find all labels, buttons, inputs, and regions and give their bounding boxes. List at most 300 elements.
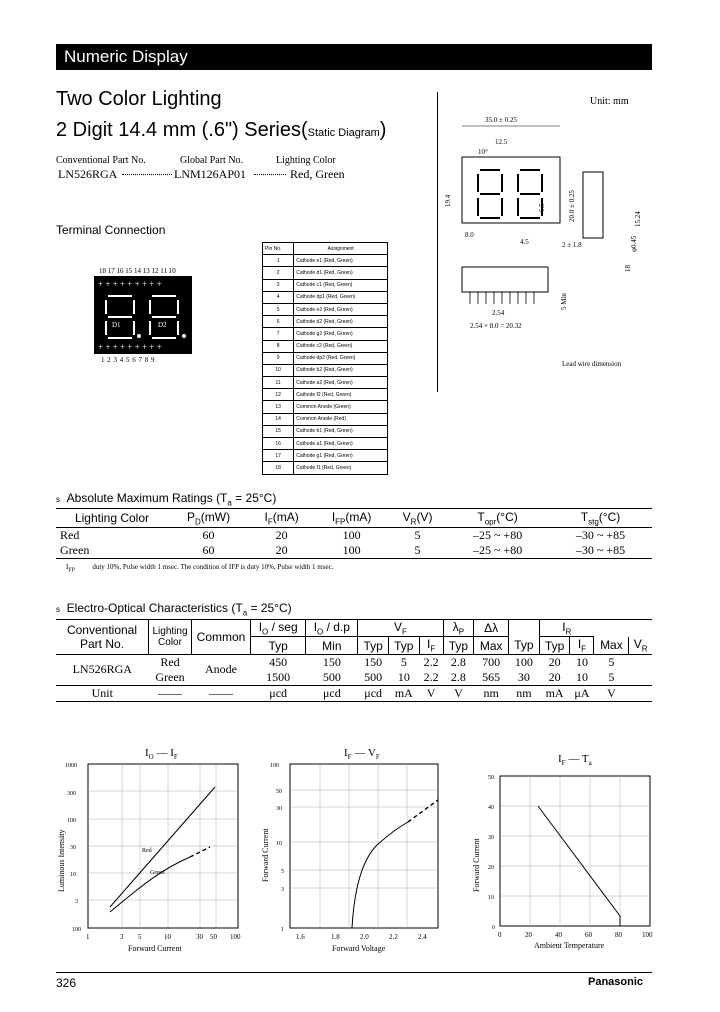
assignment-text: Cathode a1 (Red, Green) — [294, 438, 388, 450]
assignment-row — [263, 389, 388, 401]
assignment-row — [263, 352, 388, 364]
eo-common: Anode — [205, 662, 237, 677]
c1-x-0: 1 — [86, 933, 90, 941]
assignment-pin: 15 — [263, 425, 294, 437]
leader-dots — [122, 174, 172, 175]
part-conventional: LN526RGA — [58, 167, 118, 181]
c2-x-4: 2.4 — [418, 933, 427, 941]
eo-cell: 20 — [548, 654, 561, 669]
eo-sub-11-main: V — [633, 637, 642, 652]
digit-label-d1: D1 — [112, 321, 121, 329]
eo-sub-0: Typ — [251, 637, 306, 654]
assignment-pin: 18 — [263, 462, 294, 474]
dimension-drawing — [440, 112, 650, 370]
assignment-header-row — [263, 243, 388, 255]
dim-d5: 8.0 — [465, 231, 474, 239]
amr-h-tstg-unit: (°C) — [598, 510, 621, 524]
chart-if-vf — [256, 742, 446, 956]
amr-h-if-sub: F — [267, 517, 273, 527]
c3-frame — [500, 776, 650, 926]
amr-h-pd — [168, 509, 249, 528]
assignment-pin: 4 — [263, 291, 294, 303]
eo-cell: 500 — [322, 669, 341, 684]
c3-y-4: 10 — [488, 895, 494, 901]
eo-h-conv: Conventional Part No. — [56, 620, 149, 655]
dim-d7: 20.0 ± 0.25 — [568, 190, 576, 222]
eo-cell: 2.8 — [450, 654, 466, 669]
amr-h-topr-unit: (°C) — [496, 510, 518, 524]
c2-x-3: 2.2 — [389, 933, 398, 941]
amr-cell: –30 ~ +85 — [575, 528, 626, 543]
dim-d13: 2.54 — [492, 309, 505, 317]
assignment-row — [263, 340, 388, 352]
eo-h-common: Common — [192, 620, 251, 655]
eo-cell: 1500 — [266, 669, 291, 684]
assignment-text: Cathode e2 (Red, Green) — [294, 303, 388, 315]
c2-x-2: 2.0 — [360, 933, 369, 941]
c1-x-2: 5 — [138, 933, 142, 941]
assignment-text: Common Anode (Red) — [294, 413, 388, 425]
eo-cell: 150 — [364, 654, 383, 669]
c1-y-2: 100 — [67, 818, 76, 824]
assignment-row — [263, 255, 388, 267]
c3-title-main: I — [558, 753, 562, 765]
assignment-row — [263, 377, 388, 389]
c1-series-label-green: Green — [150, 870, 165, 876]
c3-y-5: 0 — [492, 925, 495, 931]
eo-cell: 500 — [364, 669, 383, 684]
c1-title-sub1: O — [148, 753, 154, 761]
page-number: 326 — [56, 976, 77, 990]
c1-title-mid: — I — [153, 747, 174, 759]
eo-unit-cell: mA — [545, 685, 564, 700]
assignment-pin: 3 — [263, 279, 294, 291]
eo-h-ir-main: I — [562, 620, 566, 634]
c3-grid — [500, 776, 650, 926]
amr-h-pd-unit: (mW) — [200, 510, 231, 524]
dim-d11: φ0.45 — [630, 235, 638, 252]
c1-y-5: 3 — [75, 899, 78, 905]
eo-cell: 5 — [608, 669, 615, 684]
title-series — [56, 119, 386, 142]
c3-ylabel: Forward Current — [472, 838, 481, 892]
eo-sub-2: Typ — [358, 637, 389, 654]
c3-y-0: 50 — [488, 775, 494, 781]
static-diagram-label: Static Diagram — [307, 127, 380, 139]
assignment-row — [263, 279, 388, 291]
assignment-text: Cathode dp2 (Red, Green) — [294, 352, 388, 364]
c1-x-4: 30 — [196, 933, 203, 941]
c1-title — [145, 747, 178, 761]
assignment-text: Cathode c1 (Red, Green) — [294, 279, 388, 291]
amr-row — [56, 543, 652, 559]
amr-h-ifp — [314, 509, 389, 528]
amr-h-ifp-sub: FP — [335, 517, 346, 527]
eo-cell: 450 — [269, 654, 288, 669]
assignment-pin: 2 — [263, 267, 294, 279]
amr-h-if — [249, 509, 314, 528]
dim-d12: 5 Min — [560, 293, 568, 310]
amr-heading-end: = 25°C) — [231, 491, 277, 505]
c1-series-label-red: Red — [142, 848, 152, 854]
eo-cell: 5 — [400, 654, 407, 669]
c3-y-2: 30 — [488, 835, 494, 841]
amr-h-topr-main: T — [477, 510, 485, 524]
eo-heading-text: Electro-Optical Characteristics (T — [66, 601, 243, 615]
c1-y-4: 10 — [70, 872, 76, 878]
eo-table — [56, 619, 652, 702]
title-series-text: 2 Digit 14.4 mm (.6") Series( — [56, 119, 308, 141]
c3-x-4: 80 — [615, 931, 622, 939]
eo-sub-10: Max — [594, 637, 629, 654]
amr-h-if-unit: (mA) — [272, 510, 299, 524]
amr-heading-sub: a — [227, 498, 232, 508]
amr-cell: –25 ~ +80 — [472, 528, 523, 543]
assignment-text: Cathode c2 (Red, Green) — [294, 340, 388, 352]
c1-title-main: I — [145, 747, 149, 759]
assignment-text: Cathode f2 (Red, Green) — [294, 389, 388, 401]
assignment-header-pin: Pin No. — [263, 243, 294, 255]
assignment-pin: 16 — [263, 438, 294, 450]
amr-h-tstg-main: T — [580, 510, 589, 524]
digit-outline-1 — [478, 170, 502, 218]
assignment-row — [263, 303, 388, 315]
amr-cell: 100 — [342, 528, 361, 543]
assignment-pin: 8 — [263, 340, 294, 352]
amr-h-vr-main: V — [402, 510, 411, 524]
eo-unit-cell: μcd — [322, 685, 341, 700]
display-body-front — [462, 157, 560, 223]
terminal-diagram — [94, 276, 192, 354]
c2-x-0: 1.6 — [296, 933, 305, 941]
lead-note: Lead wire dimension — [562, 360, 622, 368]
part-header-conventional: Conventional Part No. — [56, 155, 146, 166]
terminal-heading: Terminal Connection — [56, 223, 166, 237]
amr-cell: –30 ~ +85 — [575, 543, 626, 558]
assignment-pin: 7 — [263, 328, 294, 340]
dim-d10: 18 — [624, 265, 632, 272]
svg-text:+ + + + + + + + +: + + + + + + + + + — [98, 342, 162, 352]
amr-h-tstg-sub: stg — [588, 517, 599, 527]
assignment-header-assignment: Assignment — [294, 243, 388, 255]
digit-label-d2: D2 — [158, 321, 167, 329]
c3-x-1: 20 — [525, 931, 532, 939]
amr-cell: 20 — [275, 528, 288, 543]
dim-d9: 2 ± 1.8 — [562, 241, 582, 249]
dp2-dot — [182, 334, 186, 338]
eo-unit-cell: nm — [516, 685, 532, 700]
leader-dots-2 — [254, 174, 286, 175]
amr-table — [56, 508, 652, 559]
c2-curve-dash — [408, 800, 438, 822]
chart-io-if — [50, 742, 250, 956]
eo-sub-4-main: I — [426, 637, 431, 652]
title-two-color: Two Color Lighting — [56, 88, 222, 110]
eo-h-ioseg-end: / seg — [268, 620, 298, 634]
amr-header-row — [56, 509, 652, 528]
c2-y-1: 50 — [276, 789, 282, 795]
eo-light-color: Red — [160, 654, 180, 669]
amr-row — [56, 528, 652, 544]
eo-sub-4-sub: F — [430, 644, 436, 654]
assignment-row — [263, 413, 388, 425]
eo-unit-cell: μA — [574, 685, 590, 700]
eo-unit-cell: nm — [483, 685, 499, 700]
lead-pins — [470, 292, 534, 304]
eo-light-color: Green — [155, 669, 185, 684]
eo-h-ir-sub: R — [565, 627, 572, 637]
eo-cell: 700 — [482, 654, 501, 669]
amr-cell: 60 — [202, 528, 215, 543]
amr-cell: –25 ~ +80 — [472, 543, 523, 558]
column-divider — [437, 92, 438, 392]
assignment-pin: 9 — [263, 352, 294, 364]
eo-h-vf — [358, 620, 443, 637]
c3-xlabel: Ambient Temperature — [534, 941, 605, 950]
eo-h-iodp-main: I — [313, 620, 318, 634]
eo-h-iodp-sub: O — [317, 627, 324, 637]
assignment-row — [263, 267, 388, 279]
eo-h-dl: Δλ — [474, 620, 509, 637]
amr-footnote-text: duty 10%, Pulse width 1 msec. The condition of IFP is duty 10%, Pulse width 1 msec. — [92, 563, 334, 571]
eo-unit-cell: V — [454, 685, 463, 700]
eo-h-iodp-end: / d.p — [323, 620, 350, 634]
top-pin-numbers: 18 17 16 15 14 13 12 11 10 — [99, 267, 176, 275]
c2-title-sub1: F — [347, 753, 352, 761]
amr-h-topr — [446, 509, 549, 528]
amr-cell: 5 — [414, 528, 421, 543]
assignment-row — [263, 291, 388, 303]
dim-d6: 4.5 — [520, 238, 529, 246]
bottom-pin-numbers: 1 2 3 4 5 6 7 8 9 — [101, 356, 155, 364]
eo-unit-label: Unit — [91, 685, 113, 700]
unit-label: Unit: mm — [590, 96, 629, 107]
assignment-row — [263, 425, 388, 437]
c2-title-main: I — [344, 747, 348, 759]
amr-bullet: s — [56, 495, 60, 504]
assignment-pin: 10 — [263, 364, 294, 376]
assignment-text: Cathode d2 (Red, Green) — [294, 316, 388, 328]
c3-x-3: 60 — [585, 931, 592, 939]
amr-h-vr-sub: R — [410, 517, 417, 527]
c1-x-3: 10 — [164, 933, 171, 941]
eo-unit-cell: μcd — [364, 685, 383, 700]
eo-cell: 100 — [514, 654, 533, 669]
amr-footnote — [66, 563, 333, 573]
eo-heading-sub: a — [242, 608, 248, 618]
c3-title-mid: — T — [565, 753, 589, 765]
eo-h-lp — [443, 620, 474, 637]
dim-d14: 2.54 × 8.0 = 20.32 — [470, 322, 522, 330]
eo-h-ioseg-main: I — [258, 620, 263, 634]
amr-heading — [56, 491, 276, 507]
c2-y-3: 10 — [276, 841, 282, 847]
amr-h-tstg — [549, 509, 652, 528]
assignment-pin: 5 — [263, 303, 294, 315]
assignment-pin: 11 — [263, 377, 294, 389]
eo-cell: 30 — [517, 669, 530, 684]
brand-logo: Panasonic — [588, 976, 644, 988]
assignment-text: Cathode dp1 (Red, Green) — [294, 291, 388, 303]
eo-unit-cell: mA — [394, 685, 413, 700]
amr-h-if-main: I — [264, 510, 268, 524]
eo-h-vf-main: V — [394, 620, 403, 634]
c2-title — [344, 747, 380, 761]
eo-sub-7: Typ — [509, 637, 540, 654]
c3-y-1: 40 — [488, 805, 494, 811]
amr-cell: 100 — [342, 543, 361, 558]
assignment-row — [263, 364, 388, 376]
c2-y-2: 30 — [276, 806, 282, 812]
c1-xlabel: Forward Current — [128, 944, 182, 953]
pin-marks-bottom — [98, 342, 162, 352]
chart-if-ta — [466, 742, 658, 956]
assignment-pin: 6 — [263, 316, 294, 328]
c2-y-6: 1 — [281, 927, 284, 933]
eo-h-ir — [539, 620, 594, 637]
c1-x-1: 3 — [120, 933, 124, 941]
c1-x-5: 50 — [210, 933, 217, 941]
amr-footnote-label: I — [66, 563, 69, 571]
eo-h-ioseg-sub: O — [262, 627, 269, 637]
c1-y-0: 1000 — [65, 763, 77, 769]
eo-sub-5: Typ — [443, 637, 474, 654]
eo-sub-4 — [419, 637, 443, 654]
c2-xlabel: Forward Voltage — [332, 944, 386, 953]
c3-title-sub2: a — [588, 759, 592, 767]
eo-heading — [56, 601, 292, 617]
assignment-pin: 13 — [263, 401, 294, 413]
title-close: ) — [379, 119, 387, 141]
eo-cell: 10 — [397, 669, 410, 684]
c3-x-0: 0 — [498, 931, 502, 939]
eo-h-ioseg — [251, 620, 306, 637]
amr-h-ifp-unit: (mA) — [345, 510, 372, 524]
eo-sub-9-sub: F — [581, 644, 587, 654]
c1-title-sub2: F — [173, 753, 178, 761]
eo-bullet: s — [56, 605, 60, 614]
c2-curve — [352, 822, 408, 928]
c2-ylabel: Forward Current — [261, 828, 270, 882]
assignment-row — [263, 328, 388, 340]
amr-cell: 60 — [202, 543, 215, 558]
c1-series-red-line — [110, 787, 215, 907]
pin-assignment-table — [262, 242, 388, 475]
eo-sub-9 — [570, 637, 594, 654]
dim-d15: 6.5 — [538, 203, 546, 212]
section-banner: Numeric Display — [56, 44, 652, 70]
pin-marks-top — [98, 279, 162, 289]
eo-h-iodp — [306, 620, 358, 637]
eo-sub-9-main: I — [577, 637, 582, 652]
eo-unit-cell: V — [607, 685, 616, 700]
assignment-text: Cathode f1 (Red, Green) — [294, 462, 388, 474]
eo-sub-3: Typ — [388, 637, 419, 654]
c1-y-1: 300 — [67, 791, 76, 797]
eo-h-lp-main: λ — [452, 620, 459, 634]
c2-grid — [290, 764, 438, 928]
assignment-pin: 17 — [263, 450, 294, 462]
c3-title — [558, 753, 593, 767]
eo-h-light: Lighting Color — [149, 620, 192, 655]
assignment-row — [263, 438, 388, 450]
c2-title-mid: — V — [351, 747, 376, 759]
eo-h-blank — [509, 620, 540, 637]
assignment-text: Cathode g1 (Red, Green) — [294, 450, 388, 462]
c2-x-1: 1.8 — [331, 933, 340, 941]
dim-d1: 35.0 ± 0.25 — [485, 116, 517, 124]
c2-title-sub2: F — [375, 753, 380, 761]
amr-h-vr-unit: (V) — [416, 510, 433, 524]
footer-rule — [56, 972, 652, 973]
part-header-color: Lighting Color — [276, 155, 336, 166]
assignment-pin: 14 — [263, 413, 294, 425]
eo-cell: 5 — [608, 654, 615, 669]
eo-sub-11 — [629, 637, 652, 654]
part-header-global: Global Part No. — [180, 155, 244, 166]
c3-title-sub1: F — [561, 759, 566, 767]
assignment-row — [263, 450, 388, 462]
assignment-text: Cathode b2 (Red, Green) — [294, 364, 388, 376]
eo-cell: 2.2 — [423, 654, 439, 669]
amr-h-ifp-main: I — [331, 510, 336, 524]
eo-cell: 10 — [575, 654, 588, 669]
amr-h-pd-main: P — [186, 510, 195, 524]
eo-sub-6: Max — [474, 637, 509, 654]
amr-heading-text: Absolute Maximum Ratings (T — [66, 491, 228, 505]
eo-cell: 150 — [322, 654, 341, 669]
dim-d3: 10° — [478, 148, 488, 156]
assignment-text: Cathode e1 (Red, Green) — [294, 255, 388, 267]
c3-y-3: 20 — [488, 865, 494, 871]
c1-y-6: 100 — [72, 927, 81, 933]
c2-y-4: 5 — [281, 869, 284, 875]
assignment-row — [263, 401, 388, 413]
eo-cell: 2.8 — [450, 669, 466, 684]
c2-y-0: 100 — [270, 763, 279, 769]
eo-part: LN526RGA — [72, 662, 132, 677]
c1-x-6: 100 — [230, 933, 241, 941]
amr-h-vr — [389, 509, 446, 528]
assignment-text: Cathode a2 (Red, Green) — [294, 377, 388, 389]
amr-cell: Red — [60, 528, 80, 543]
eo-unit-row — [56, 685, 652, 701]
c3-x-2: 40 — [555, 931, 562, 939]
eo-sub-1: Min — [306, 637, 358, 654]
amr-cell: 5 — [414, 543, 421, 558]
assignment-row — [263, 462, 388, 474]
eo-cell: 10 — [575, 669, 588, 684]
eo-cell: 2.2 — [423, 669, 439, 684]
assignment-pin: 12 — [263, 389, 294, 401]
assignment-text: Common Anode (Green) — [294, 401, 388, 413]
eo-header-row-1 — [56, 620, 652, 637]
c1-y-3: 30 — [70, 845, 76, 851]
eo-heading-end: = 25°C) — [247, 601, 292, 615]
eo-h-vf-sub: F — [402, 627, 407, 637]
eo-cell: 20 — [548, 669, 561, 684]
eo-row — [56, 654, 652, 670]
svg-text:+ + + + + + + + +: + + + + + + + + + — [98, 279, 162, 289]
assignment-text: Cathode b1 (Red, Green) — [294, 425, 388, 437]
amr-h-color: Lighting Color — [56, 509, 168, 528]
amr-cell: 20 — [275, 543, 288, 558]
part-color: Red, Green — [290, 167, 345, 181]
amr-footnote-sub: FP — [68, 567, 75, 574]
eo-unit-cell: μcd — [269, 685, 288, 700]
eo-sub-11-sub: R — [641, 644, 648, 654]
eo-unit-cell: —— — [209, 685, 233, 700]
